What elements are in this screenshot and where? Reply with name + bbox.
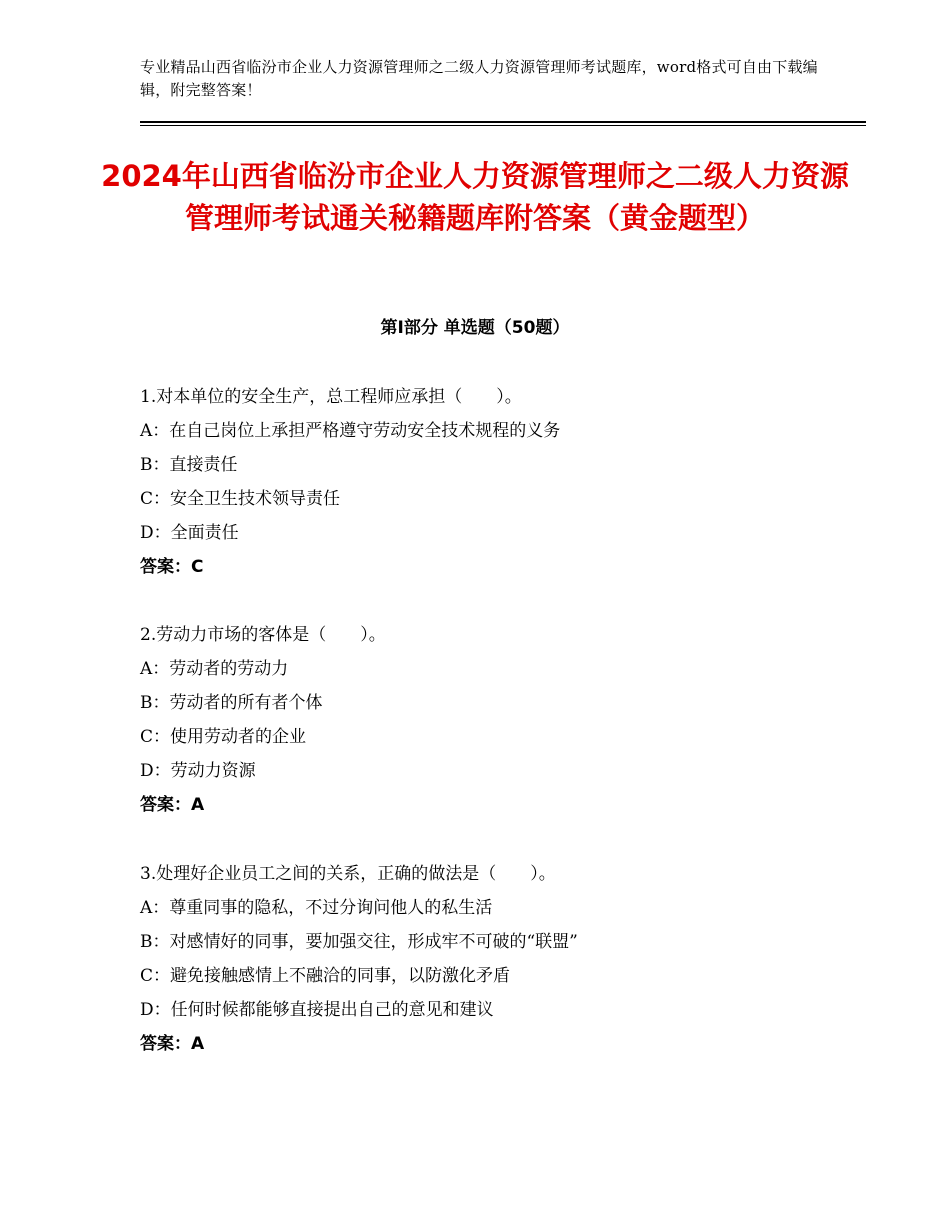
answer-line: 答案：C xyxy=(140,557,204,577)
header-rule-thick xyxy=(140,121,866,123)
option-d: D：任何时候都能够直接提出自己的意见和建议 xyxy=(140,1000,494,1020)
option-c: C：使用劳动者的企业 xyxy=(140,727,307,747)
option-a: A：尊重同事的隐私，不过分询问他人的私生活 xyxy=(140,898,493,918)
option-b: B：直接责任 xyxy=(140,455,238,475)
question-2 xyxy=(140,618,860,822)
question-1 xyxy=(140,380,860,584)
document-title: 2024年山西省临汾市企业人力资源管理师之二级人力资源管理师考试通关秘籍题库附答案（黄金题型） xyxy=(101,159,849,235)
header-note: 专业精品山西省临汾市企业人力资源管理师之二级人力资源管理师考试题库，word格式可自由下载编辑，附完整答案！ xyxy=(140,58,818,99)
answer-line: 答案：A xyxy=(140,795,205,815)
answer-line: 答案：A xyxy=(140,1034,205,1054)
question-stem: 2.劳动力市场的客体是（ ）。 xyxy=(140,625,386,645)
option-c: C：避免接触感情上不融洽的同事，以防激化矛盾 xyxy=(140,966,511,986)
header-rule-thin xyxy=(140,125,866,126)
question-3 xyxy=(140,857,860,1061)
option-a: A：劳动者的劳动力 xyxy=(140,659,289,679)
option-d: D：全面责任 xyxy=(140,523,239,543)
option-b: B：对感情好的同事，要加强交往，形成牢不可破的“联盟” xyxy=(140,932,578,952)
question-stem: 3.处理好企业员工之间的关系，正确的做法是（ ）。 xyxy=(140,864,556,884)
section-title: 第Ⅰ部分 单选题（50题） xyxy=(380,318,570,338)
option-b: B：劳动者的所有者个体 xyxy=(140,693,323,713)
option-a: A：在自己岗位上承担严格遵守劳动安全技术规程的义务 xyxy=(140,421,561,441)
question-stem: 1.对本单位的安全生产，总工程师应承担（ ）。 xyxy=(140,387,522,407)
option-d: D：劳动力资源 xyxy=(140,761,256,781)
option-c: C：安全卫生技术领导责任 xyxy=(140,489,341,509)
